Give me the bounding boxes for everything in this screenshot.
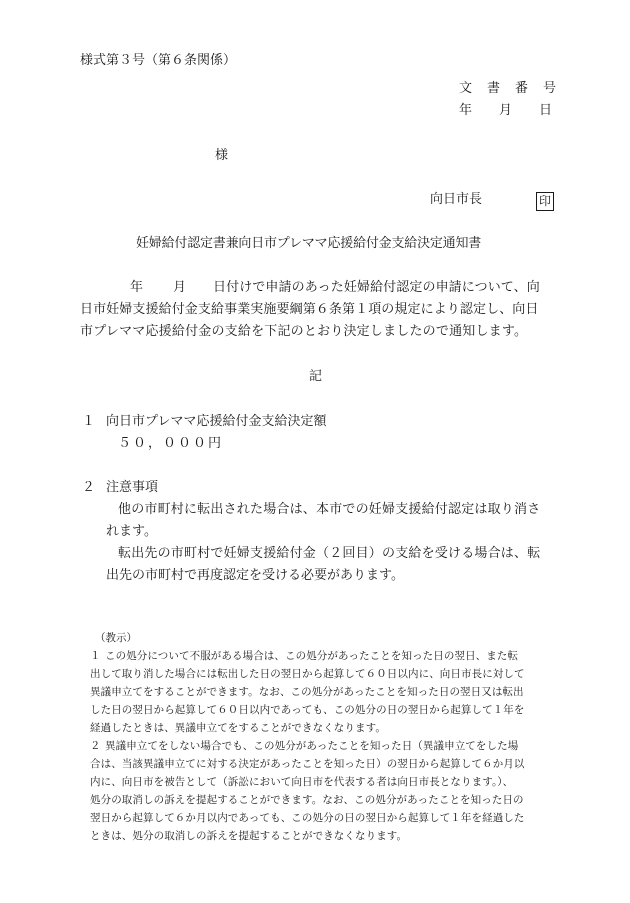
notice-item-2-line: ときは、処分の取消しの訴えを提起することができなくなります。	[90, 830, 408, 842]
date-year: 年	[459, 103, 473, 118]
section-2-paragraph-2-line-1: 転出先の市町村で妊婦支援給付金（２回目）の支給を受ける場合は、転	[118, 546, 541, 561]
body-line-1-month: 月	[173, 280, 187, 295]
notice-item-2-line: 異議申立てをしない場合でも、この処分があったことを知った日（異議申立てをした場	[105, 740, 519, 752]
notice-item-1-line: 出して取り消した場合には転出した日の翌日から起算して６０日以内に、向日市長に対して	[90, 668, 525, 680]
notice-heading: （教示）	[95, 632, 137, 644]
form-label: 様式第３号（第６条関係）	[80, 53, 237, 68]
date-day: 日	[539, 103, 553, 118]
notice-item-2-line: 合は、当該異議申立てに対する決定があったことを知った日）の翌日から起算して６か月以	[90, 758, 525, 770]
section-1-amount: ５０，０００円	[118, 436, 224, 451]
seal-mark	[536, 190, 554, 211]
recipient-suffix: 様	[215, 148, 229, 163]
notice-item-1-line: 異議申立てをすることができます。なお、この処分があったことを知った日の翌日又は転出	[90, 686, 524, 698]
ki-heading: 記	[309, 369, 323, 384]
section-2-paragraph-1-line-1: 他の市町村に転出された場合は、本市での妊婦支援給付認定は取り消さ	[118, 502, 541, 517]
body-line-3: 市プレママ応援給付金の支給を下記のとおり決定しましたので通知します。	[80, 324, 528, 339]
notice-item-2-number: ２	[90, 740, 101, 752]
body-line-1: 日付けで申請のあった妊婦給付認定の申請について、向	[213, 280, 540, 295]
notice-item-1-line: この処分について不服がある場合は、この処分があったことを知った日の翌日、また転	[105, 650, 519, 662]
section-2-number: ２	[82, 480, 96, 495]
notice-item-1-line: した日の翌日から起算して６０日以内であっても、この処分の日の翌日から起算して１年を	[90, 704, 525, 716]
document-number-label	[459, 81, 572, 96]
document-title: 妊婦給付認定書兼向日市プレママ応援給付金支給決定通知書	[136, 236, 482, 251]
body-line-2: 日市妊婦支援給付金支給事業実施要綱第６条第１項の規定により認定し、向日	[80, 302, 539, 317]
section-2-paragraph-2-line-2: 出先の市町村で再度認定を受ける必要があります。	[106, 568, 404, 583]
body-line-1-year: 年	[130, 280, 144, 295]
section-2-heading: 注意事項	[106, 480, 159, 495]
section-1-heading: 向日市プレママ応援給付金支給決定額	[106, 414, 327, 429]
notice-item-1-number: １	[90, 650, 101, 662]
section-1-number: １	[82, 414, 96, 429]
notice-item-1-line: 経過したときは、異議申立てをすることができなくなります。	[90, 722, 386, 734]
date-month: 月	[499, 103, 513, 118]
notice-item-2-line: 処分の取消しの訴えを提起することができます。なお、この処分があったことを知った日の	[90, 794, 524, 806]
notice-item-2-line: 内に、向日市を被告として（訴訟において向日市を代表する者は向日市長となります。）、	[90, 776, 514, 788]
document-number-text: 文書番号	[459, 81, 572, 96]
notice-item-2-line: 翌日から起算して６か月以内であっても、この処分の日の翌日から起算して１年を経過した	[90, 812, 525, 824]
seal-text: 印	[536, 192, 554, 211]
issuer-name: 向日市長	[430, 192, 483, 207]
section-2-paragraph-1-line-2: れます。	[106, 524, 157, 539]
